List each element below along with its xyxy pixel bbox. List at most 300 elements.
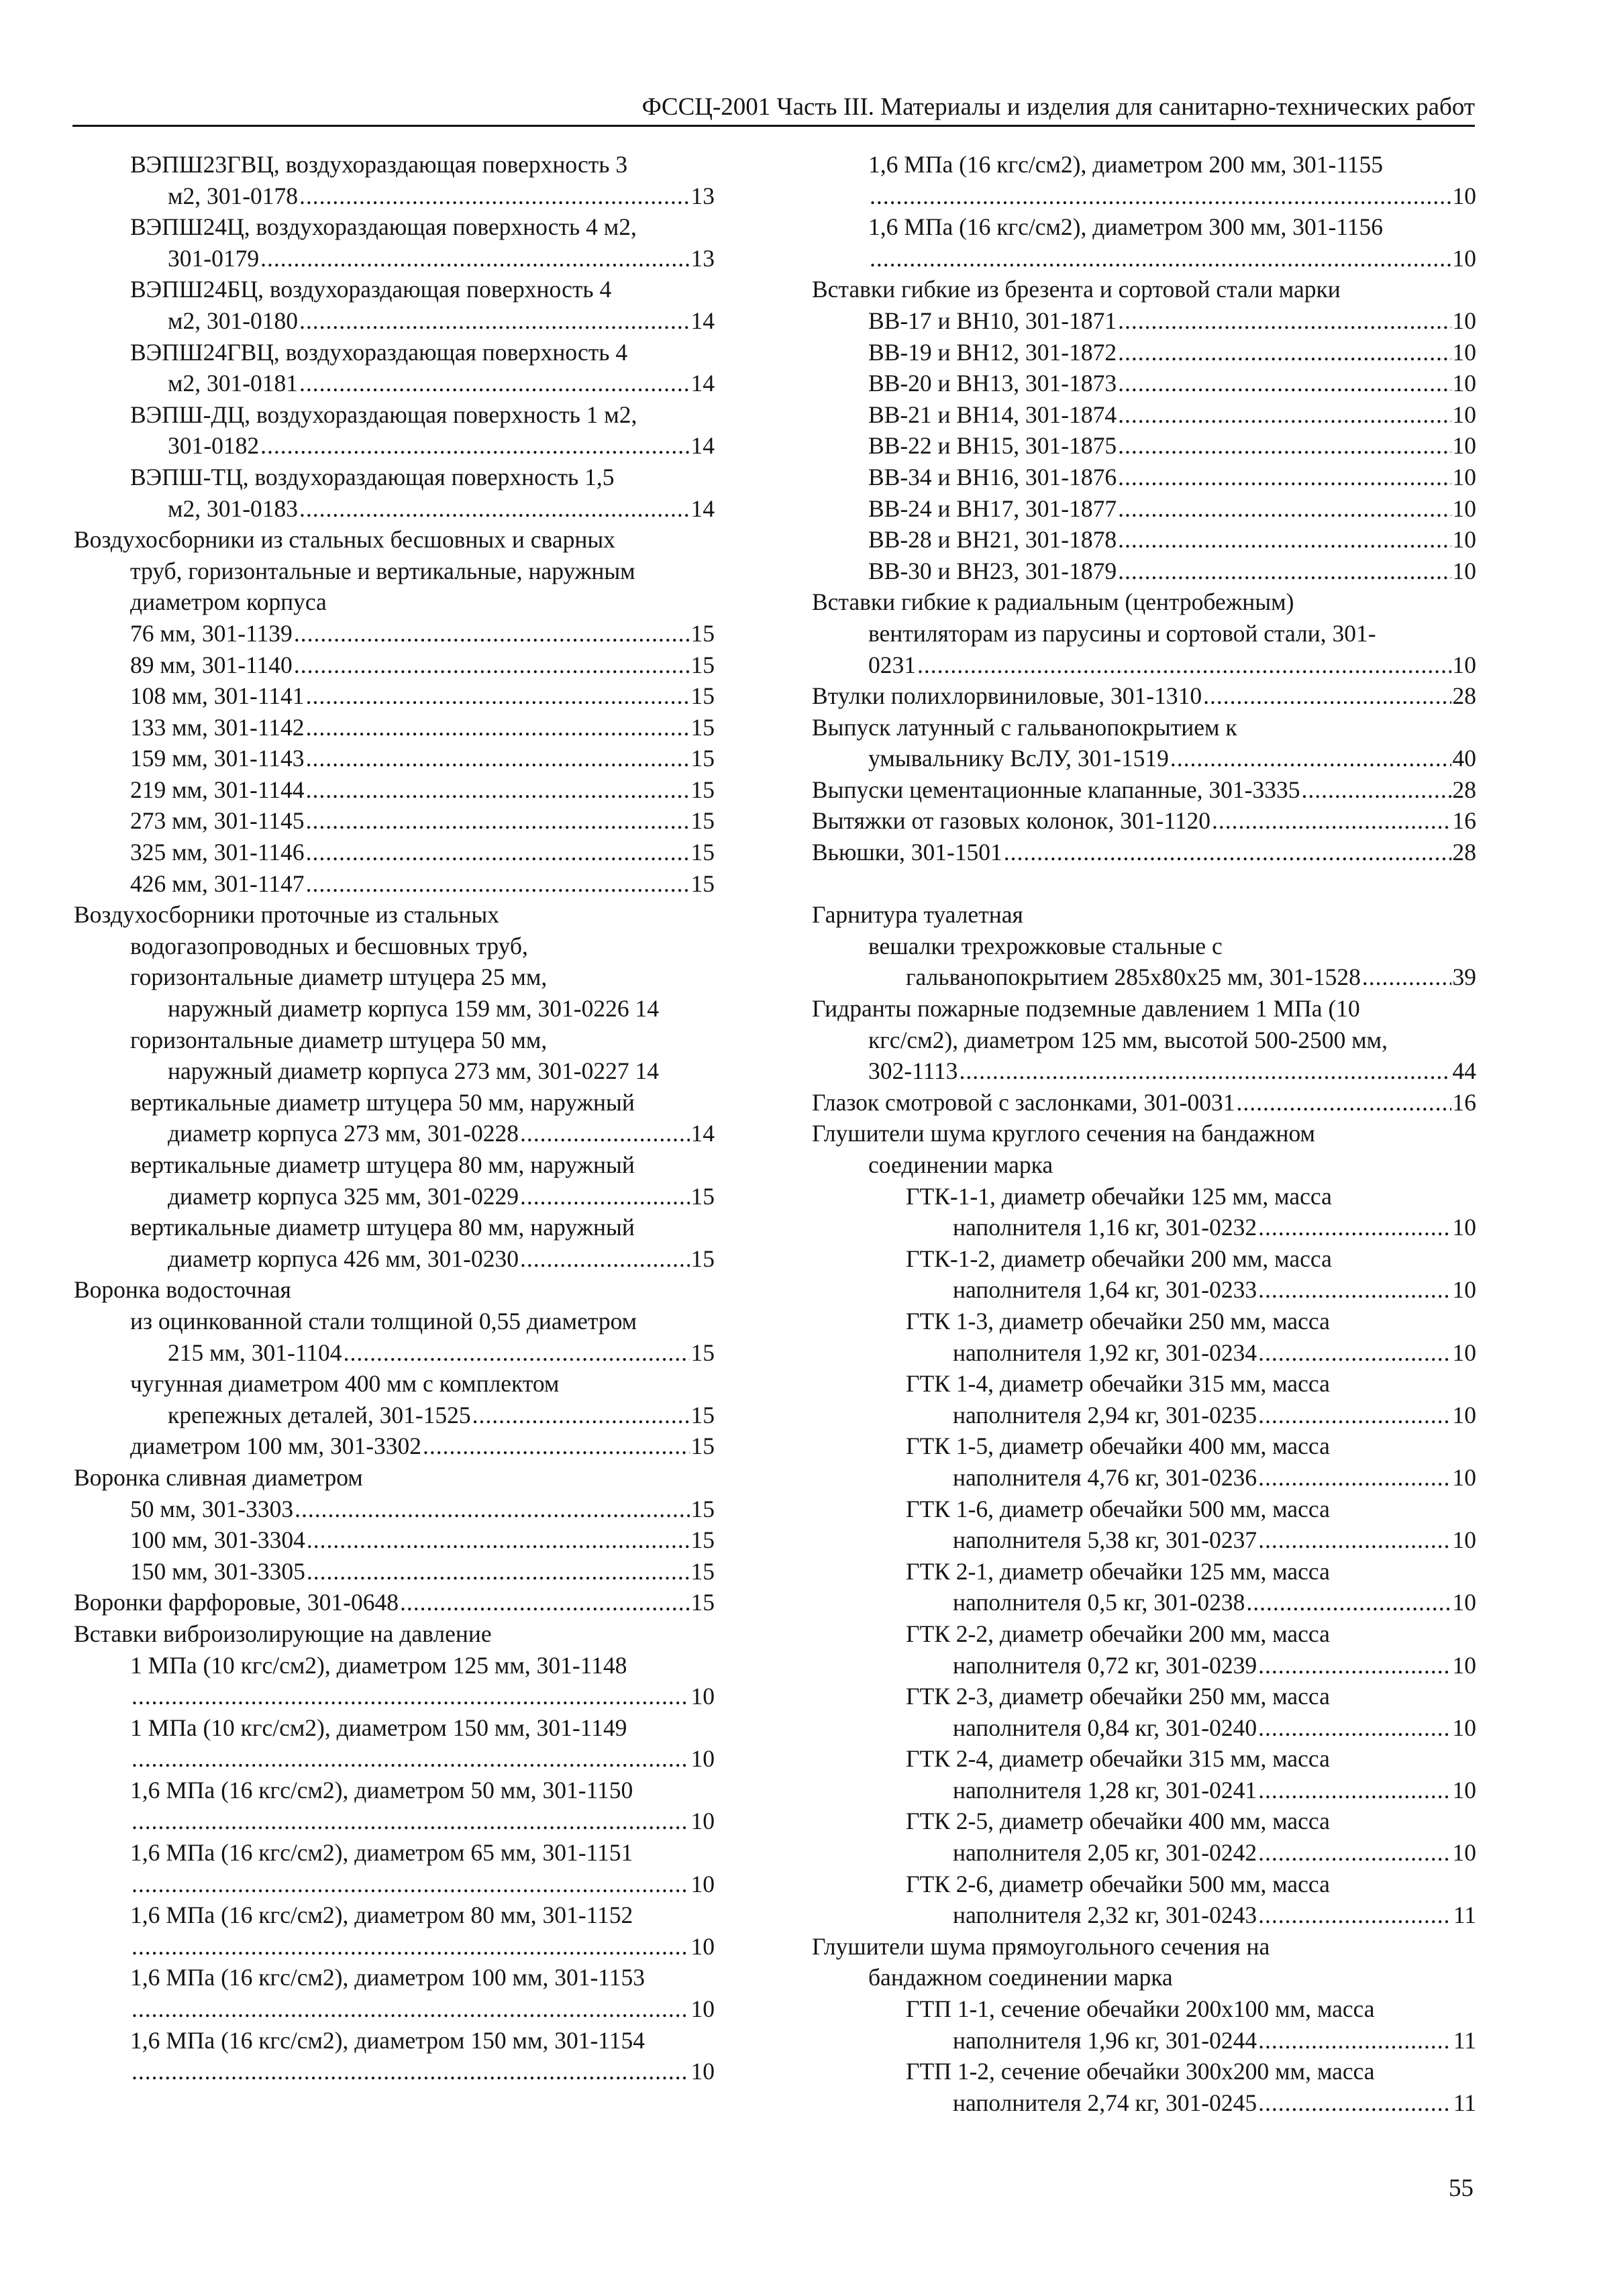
entry-page-number: 11 bbox=[1453, 2026, 1476, 2054]
index-entry bbox=[812, 1306, 1476, 1337]
entry-text: 1 МПа (10 кгс/см2), диаметром 125 мм, 301-1148 bbox=[130, 1651, 627, 1679]
dot-leader bbox=[1118, 556, 1451, 587]
entry-page-number: 10 bbox=[1452, 463, 1476, 490]
entry-page-number: 15 bbox=[690, 745, 715, 772]
dot-leader bbox=[132, 1993, 690, 2025]
index-entry bbox=[74, 649, 715, 681]
dot-leader bbox=[260, 430, 689, 462]
entry-page-number: 14 bbox=[690, 1120, 715, 1147]
dot-leader bbox=[1258, 1899, 1452, 1931]
dot-leader bbox=[1258, 1775, 1451, 1806]
dot-leader bbox=[306, 868, 690, 900]
entry-page-number: 10 bbox=[690, 1808, 715, 1835]
entry-text: 133 мм, 301-1142 bbox=[130, 713, 305, 741]
index-entry bbox=[812, 1775, 1476, 1806]
entry-text: диаметр корпуса 426 мм, 301-0230 bbox=[168, 1245, 519, 1272]
entry-page-number: 11 bbox=[1453, 2089, 1476, 2116]
index-entry bbox=[74, 556, 715, 587]
index-entry bbox=[74, 243, 715, 274]
dot-leader bbox=[870, 243, 1451, 274]
entry-page-number: 10 bbox=[1452, 401, 1476, 428]
entry-text: Втулки полихлорвиниловые, 301-1310 bbox=[812, 682, 1202, 710]
entry-page-number: 15 bbox=[690, 807, 715, 835]
section-gap bbox=[812, 868, 1476, 900]
index-entry bbox=[74, 586, 715, 618]
index-entry bbox=[74, 1337, 715, 1369]
index-entry bbox=[812, 2025, 1476, 2056]
index-entry bbox=[74, 1087, 715, 1118]
entry-text: диаметром 100 мм, 301-3302 bbox=[130, 1432, 422, 1460]
dot-leader bbox=[870, 180, 1451, 212]
entry-page-number: 10 bbox=[1452, 1714, 1476, 1741]
index-entry bbox=[812, 1743, 1476, 1775]
index-entry bbox=[812, 1931, 1476, 1963]
entry-text: наружный диаметр корпуса 273 мм, 301-0227 14 bbox=[168, 1057, 659, 1085]
entry-text: диаметром корпуса bbox=[130, 588, 327, 616]
index-entry bbox=[812, 1993, 1476, 2025]
entry-text: ВВ-34 и ВН16, 301-1876 bbox=[868, 463, 1117, 490]
entry-text: Воздухосборники проточные из стальных bbox=[74, 901, 499, 929]
entry-page-number: 15 bbox=[690, 1557, 715, 1585]
index-entry bbox=[812, 993, 1476, 1025]
dot-leader bbox=[1258, 1712, 1451, 1744]
entry-page-number: 10 bbox=[1452, 557, 1476, 584]
entry-page-number: 10 bbox=[690, 1995, 715, 2023]
entry-page-number: 39 bbox=[1452, 963, 1476, 991]
dot-leader bbox=[520, 1118, 689, 1149]
entry-page-number: 15 bbox=[690, 1495, 715, 1522]
entry-text: Воронка водосточная bbox=[74, 1276, 291, 1304]
dot-leader bbox=[1362, 961, 1451, 993]
index-entry bbox=[812, 680, 1476, 712]
dot-leader bbox=[1258, 1524, 1451, 1556]
index-entry bbox=[812, 1400, 1476, 1431]
entry-text: горизонтальные диаметр штуцера 50 мм, bbox=[130, 1026, 548, 1053]
index-entry bbox=[812, 837, 1476, 868]
entry-page-number: 10 bbox=[1452, 1651, 1476, 1679]
entry-text: ВЭПШ23ГВЦ, воздухораздающая поверхность 3 bbox=[130, 151, 628, 178]
entry-text: гальванопокрытием 285x80x25 мм, 301-1528 bbox=[906, 963, 1361, 991]
index-entry bbox=[812, 1837, 1476, 1869]
index-entry bbox=[74, 1055, 715, 1087]
dot-leader bbox=[306, 712, 690, 743]
index-entry bbox=[74, 1025, 715, 1056]
dot-leader bbox=[306, 774, 690, 806]
entry-text: ВВ-30 и ВН23, 301-1879 bbox=[868, 557, 1117, 584]
index-entry bbox=[812, 399, 1476, 431]
index-entry bbox=[74, 899, 715, 931]
entry-text: ВВ-19 и ВН12, 301-1872 bbox=[868, 338, 1117, 366]
index-entry bbox=[812, 961, 1476, 993]
entry-page-number: 15 bbox=[690, 839, 715, 866]
index-entry bbox=[74, 931, 715, 962]
entry-page-number: 13 bbox=[690, 244, 715, 272]
index-entry bbox=[74, 1181, 715, 1212]
dot-leader bbox=[472, 1400, 690, 1431]
index-entry bbox=[74, 1962, 715, 1993]
index-entry bbox=[812, 337, 1476, 368]
index-entry bbox=[812, 2056, 1476, 2087]
entry-text: Гидранты пожарные подземные давлением 1 МПа (10 bbox=[812, 995, 1360, 1023]
index-entry bbox=[74, 1587, 715, 1618]
dot-leader bbox=[1118, 430, 1451, 462]
entry-text: ГТК 2-1, диаметр обечайки 125 мм, масса bbox=[906, 1557, 1330, 1585]
entry-page-number: 15 bbox=[690, 713, 715, 741]
index-entry bbox=[74, 1430, 715, 1462]
entry-text: 1,6 МПа (16 кгс/см2), диаметром 150 мм, 301-1154 bbox=[130, 2026, 645, 2054]
entry-page-number: 15 bbox=[690, 1526, 715, 1554]
dot-leader bbox=[1203, 680, 1451, 712]
entry-text: наполнителя 0,5 кг, 301-0238 bbox=[953, 1589, 1245, 1616]
right-column bbox=[812, 149, 1476, 2118]
entry-text: ВЭПШ-ДЦ, воздухораздающая поверхность 1 м2, bbox=[130, 401, 637, 428]
entry-text: вертикальные диаметр штуцера 80 мм, наружный bbox=[130, 1151, 635, 1178]
index-entry bbox=[812, 618, 1476, 649]
dot-leader bbox=[520, 1243, 689, 1275]
index-entry bbox=[812, 712, 1476, 743]
index-entry bbox=[812, 1494, 1476, 1525]
dot-leader bbox=[1246, 1587, 1451, 1618]
entry-text: ВЭПШ-ТЦ, воздухораздающая поверхность 1,5 bbox=[130, 463, 615, 490]
entry-page-number: 40 bbox=[1452, 745, 1476, 772]
index-entry bbox=[812, 649, 1476, 681]
entry-text: Гарнитура туалетная bbox=[812, 901, 1023, 929]
entry-text: ВЭПШ24ГВЦ, воздухораздающая поверхность 4 bbox=[130, 338, 628, 366]
index-entry bbox=[812, 743, 1476, 774]
index-entry bbox=[812, 1430, 1476, 1462]
entry-text: ГТК 2-6, диаметр обечайки 500 мм, масса bbox=[906, 1870, 1330, 1897]
entry-page-number: 15 bbox=[690, 776, 715, 803]
running-header bbox=[72, 93, 1475, 127]
entry-text: ВВ-22 и ВН15, 301-1875 bbox=[868, 432, 1117, 460]
index-entry bbox=[74, 149, 715, 180]
index-entry bbox=[74, 1274, 715, 1306]
entry-text: 1,6 МПа (16 кгс/см2), диаметром 80 мм, 301-1152 bbox=[130, 1901, 633, 1929]
entry-text: 1,6 МПа (16 кгс/см2), диаметром 50 мм, 301-1150 bbox=[130, 1776, 633, 1804]
entry-page-number: 16 bbox=[1452, 807, 1476, 835]
index-entry bbox=[74, 1775, 715, 1806]
entry-text: чугунная диаметром 400 мм с комплектом bbox=[130, 1370, 560, 1398]
index-entry bbox=[812, 1274, 1476, 1306]
index-entry bbox=[74, 180, 715, 212]
index-entry bbox=[812, 305, 1476, 337]
entry-text: 273 мм, 301-1145 bbox=[130, 807, 305, 835]
index-entry bbox=[74, 2025, 715, 2056]
dot-leader bbox=[400, 1587, 690, 1618]
entry-text: Воронки фарфоровые, 301-0648 bbox=[74, 1589, 399, 1616]
index-entry bbox=[812, 1962, 1476, 1993]
index-entry bbox=[812, 149, 1476, 180]
entry-page-number: 10 bbox=[690, 1932, 715, 1960]
index-entry bbox=[74, 211, 715, 243]
index-entry bbox=[74, 305, 715, 337]
index-entry bbox=[74, 680, 715, 712]
index-entry bbox=[74, 1368, 715, 1400]
dot-leader bbox=[1258, 1337, 1451, 1369]
index-entry bbox=[74, 774, 715, 806]
dot-leader bbox=[299, 305, 689, 337]
entry-page-number: 10 bbox=[1452, 1463, 1476, 1491]
dot-leader bbox=[306, 837, 690, 868]
entry-text: диаметр корпуса 325 мм, 301-0229 bbox=[168, 1182, 519, 1210]
entry-page-number: 10 bbox=[690, 1870, 715, 1897]
entry-page-number: 14 bbox=[690, 494, 715, 522]
entry-page-number: 10 bbox=[1452, 494, 1476, 522]
index-entry bbox=[812, 1025, 1476, 1056]
entry-page-number: 10 bbox=[1452, 1526, 1476, 1554]
dot-leader bbox=[1004, 837, 1451, 868]
index-entry bbox=[812, 430, 1476, 462]
index-entry bbox=[74, 2056, 715, 2087]
index-entry bbox=[812, 180, 1476, 212]
entry-text: бандажном соединении марка bbox=[868, 1964, 1173, 1991]
entry-page-number: 10 bbox=[1452, 307, 1476, 334]
entry-text: соединении марка bbox=[868, 1151, 1053, 1178]
entry-page-number: 15 bbox=[690, 651, 715, 678]
index-entry bbox=[74, 961, 715, 993]
entry-page-number: 44 bbox=[1452, 1057, 1476, 1085]
index-entry bbox=[74, 1869, 715, 1900]
index-entry bbox=[812, 556, 1476, 587]
entry-page-number: 10 bbox=[1452, 1589, 1476, 1616]
entry-page-number: 10 bbox=[1452, 244, 1476, 272]
entry-text: вешалки трехрожковые стальные с bbox=[868, 932, 1223, 959]
dot-leader bbox=[306, 805, 690, 837]
index-entry bbox=[74, 743, 715, 774]
entry-text: 0231 bbox=[868, 651, 916, 678]
entry-page-number: 10 bbox=[1452, 432, 1476, 460]
index-entry bbox=[812, 586, 1476, 618]
entry-page-number: 10 bbox=[1452, 370, 1476, 397]
index-entry bbox=[812, 899, 1476, 931]
dot-leader bbox=[294, 649, 690, 681]
entry-text: диаметр корпуса 273 мм, 301-0228 bbox=[168, 1120, 519, 1147]
index-entry bbox=[812, 1556, 1476, 1587]
entry-page-number: 16 bbox=[1452, 1088, 1476, 1116]
dot-leader bbox=[344, 1337, 690, 1369]
index-entry bbox=[812, 931, 1476, 962]
index-entry bbox=[74, 1306, 715, 1337]
page-number: 55 bbox=[1449, 2175, 1474, 2202]
index-entry bbox=[74, 1212, 715, 1243]
dot-leader bbox=[132, 1869, 690, 1900]
entry-page-number: 10 bbox=[690, 2058, 715, 2085]
entry-text: наполнителя 1,28 кг, 301-0241 bbox=[953, 1776, 1257, 1804]
entry-page-number: 10 bbox=[1452, 651, 1476, 678]
entry-text: наполнителя 2,32 кг, 301-0243 bbox=[953, 1901, 1257, 1929]
index-entry bbox=[74, 274, 715, 305]
entry-text: 1,6 МПа (16 кгс/см2), диаметром 100 мм, 301-1153 bbox=[130, 1964, 645, 1991]
entry-text: 301-0182 bbox=[168, 432, 260, 460]
dot-leader bbox=[1258, 2087, 1452, 2119]
dot-leader bbox=[1258, 2025, 1452, 2056]
index-entry bbox=[812, 1368, 1476, 1400]
entry-page-number: 10 bbox=[1452, 1214, 1476, 1241]
entry-text: 219 мм, 301-1144 bbox=[130, 776, 305, 803]
entry-text: ВВ-20 и ВН13, 301-1873 bbox=[868, 370, 1117, 397]
entry-text: кгс/см2), диаметром 125 мм, высотой 500-2500 мм, bbox=[868, 1026, 1388, 1053]
entry-text: ВЭПШ24Ц, воздухораздающая поверхность 4 м2, bbox=[130, 213, 637, 241]
index-entry bbox=[74, 712, 715, 743]
entry-text: 426 мм, 301-1147 bbox=[130, 870, 305, 897]
entry-page-number: 28 bbox=[1452, 776, 1476, 803]
entry-text: м2, 301-0178 bbox=[168, 182, 299, 209]
entry-text: ГТК 2-5, диаметр обечайки 400 мм, масса bbox=[906, 1808, 1330, 1835]
entry-page-number: 10 bbox=[690, 1683, 715, 1710]
entry-page-number: 10 bbox=[1452, 182, 1476, 209]
index-entry bbox=[812, 1899, 1476, 1931]
entry-page-number: 15 bbox=[690, 619, 715, 647]
index-entry bbox=[74, 1650, 715, 1681]
entry-text: Глушители шума прямоугольного сечения на bbox=[812, 1932, 1270, 1960]
index-entry bbox=[74, 462, 715, 493]
entry-page-number: 15 bbox=[690, 1401, 715, 1428]
index-entry bbox=[74, 337, 715, 368]
index-entry bbox=[74, 399, 715, 431]
entry-text: наполнителя 1,64 кг, 301-0233 bbox=[953, 1276, 1257, 1304]
index-entry bbox=[74, 1931, 715, 1963]
entry-text: ВВ-24 и ВН17, 301-1877 bbox=[868, 494, 1117, 522]
entry-text: 89 мм, 301-1140 bbox=[130, 651, 293, 678]
entry-text: ВЭПШ24БЦ, воздухораздающая поверхность 4 bbox=[130, 276, 612, 303]
entry-text: наполнителя 0,72 кг, 301-0239 bbox=[953, 1651, 1257, 1679]
dot-leader bbox=[132, 2056, 690, 2087]
entry-text: вентиляторам из парусины и сортовой стали, 301- bbox=[868, 619, 1376, 647]
index-entry bbox=[74, 524, 715, 556]
entry-text: ГТК 1-5, диаметр обечайки 400 мм, масса bbox=[906, 1432, 1330, 1460]
entry-page-number: 10 bbox=[1452, 1339, 1476, 1366]
index-entry bbox=[74, 493, 715, 525]
entry-text: ГТК 2-3, диаметр обечайки 250 мм, масса bbox=[906, 1683, 1330, 1710]
entry-text: 150 мм, 301-3305 bbox=[130, 1557, 305, 1585]
index-entry bbox=[812, 368, 1476, 399]
entry-page-number: 15 bbox=[690, 682, 715, 710]
index-entry bbox=[812, 1149, 1476, 1181]
index-entry bbox=[812, 774, 1476, 806]
index-entry bbox=[812, 1681, 1476, 1712]
dot-leader bbox=[299, 180, 689, 212]
entry-text: Вытяжки от газовых колонок, 301-1120 bbox=[812, 807, 1211, 835]
dot-leader bbox=[1237, 1087, 1451, 1118]
entry-text: 1,6 МПа (16 кгс/см2), диаметром 65 мм, 301-1151 bbox=[130, 1839, 633, 1867]
entry-text: ГТП 1-1, сечение обечайки 200x100 мм, масса bbox=[906, 1995, 1375, 2023]
entry-page-number: 15 bbox=[690, 870, 715, 897]
index-entry bbox=[812, 524, 1476, 556]
index-entry bbox=[74, 618, 715, 649]
index-entry bbox=[812, 1118, 1476, 1149]
index-entry bbox=[74, 1899, 715, 1931]
index-entry bbox=[812, 1243, 1476, 1275]
entry-text: ГТК-1-1, диаметр обечайки 125 мм, масса bbox=[906, 1182, 1332, 1210]
entry-text: Вставки гибкие из брезента и сортовой стали марки bbox=[812, 276, 1341, 303]
dot-leader bbox=[1118, 462, 1451, 493]
dot-leader bbox=[132, 1743, 690, 1775]
index-entry bbox=[812, 1587, 1476, 1618]
dot-leader bbox=[520, 1181, 689, 1212]
entry-text: 302-1113 bbox=[868, 1057, 958, 1085]
index-entry bbox=[74, 1524, 715, 1556]
index-entry bbox=[74, 1556, 715, 1587]
index-entry bbox=[74, 1118, 715, 1149]
entry-text: ГТП 1-2, сечение обечайки 300x200 мм, масса bbox=[906, 2058, 1375, 2085]
dot-leader bbox=[1118, 524, 1451, 556]
entry-page-number: 28 bbox=[1452, 839, 1476, 866]
dot-leader bbox=[1118, 305, 1451, 337]
entry-text: ВВ-28 и ВН21, 301-1878 bbox=[868, 526, 1117, 554]
entry-page-number: 10 bbox=[1452, 526, 1476, 554]
index-entry bbox=[812, 211, 1476, 243]
index-entry bbox=[812, 274, 1476, 305]
entry-page-number: 15 bbox=[690, 1339, 715, 1366]
entry-text: 100 мм, 301-3304 bbox=[130, 1526, 305, 1554]
entry-text: Воздухосборники из стальных бесшовных и сварных bbox=[74, 526, 615, 554]
entry-text: наполнителя 2,74 кг, 301-0245 bbox=[953, 2089, 1257, 2116]
entry-page-number: 10 bbox=[1452, 1839, 1476, 1867]
dot-leader bbox=[307, 1556, 690, 1587]
entry-text: 108 мм, 301-1141 bbox=[130, 682, 305, 710]
index-entry bbox=[74, 1400, 715, 1431]
dot-leader bbox=[306, 680, 690, 712]
entry-page-number: 28 bbox=[1452, 682, 1476, 710]
dot-leader bbox=[132, 1931, 690, 1963]
entry-text: Вьюшки, 301-1501 bbox=[812, 839, 1002, 866]
dot-leader bbox=[1258, 1400, 1451, 1431]
entry-page-number: 10 bbox=[1452, 1401, 1476, 1428]
entry-text: горизонтальные диаметр штуцера 25 мм, bbox=[130, 963, 548, 991]
entry-text: ГТК 1-4, диаметр обечайки 315 мм, масса bbox=[906, 1370, 1330, 1398]
index-entry bbox=[812, 1055, 1476, 1087]
entry-page-number: 10 bbox=[1452, 1776, 1476, 1804]
entry-page-number: 14 bbox=[690, 370, 715, 397]
dot-leader bbox=[132, 1681, 690, 1712]
index-entry bbox=[74, 1743, 715, 1775]
entry-text: наполнителя 2,94 кг, 301-0235 bbox=[953, 1401, 1257, 1428]
entry-text: 76 мм, 301-1139 bbox=[130, 619, 293, 647]
dot-leader bbox=[1118, 337, 1451, 368]
entry-text: 50 мм, 301-3303 bbox=[130, 1495, 294, 1522]
left-column bbox=[74, 149, 715, 2087]
dot-leader bbox=[260, 243, 689, 274]
entry-text: 1,6 МПа (16 кгс/см2), диаметром 300 мм, 301-1156 bbox=[868, 213, 1383, 241]
entry-text: наполнителя 1,96 кг, 301-0244 bbox=[953, 2026, 1257, 2054]
index-entry bbox=[74, 1806, 715, 1837]
entry-page-number: 10 bbox=[1452, 1276, 1476, 1304]
entry-text: из оцинкованной стали толщиной 0,55 диаметром bbox=[130, 1307, 637, 1335]
entry-text: Вставки виброизолирующие на давление bbox=[74, 1620, 492, 1647]
index-entry bbox=[74, 1243, 715, 1275]
index-entry bbox=[74, 805, 715, 837]
dot-leader bbox=[1118, 399, 1451, 431]
index-entry bbox=[74, 837, 715, 868]
entry-text: 215 мм, 301-1104 bbox=[168, 1339, 342, 1366]
index-entry bbox=[812, 1212, 1476, 1243]
index-entry bbox=[74, 1681, 715, 1712]
entry-text: наполнителя 5,38 кг, 301-0237 bbox=[953, 1526, 1257, 1554]
entry-text: ГТК 1-6, диаметр обечайки 500 мм, масса bbox=[906, 1495, 1330, 1522]
dot-leader bbox=[1258, 1650, 1451, 1681]
entry-text: наполнителя 1,16 кг, 301-0232 bbox=[953, 1214, 1257, 1241]
index-entry bbox=[812, 1806, 1476, 1837]
dot-leader bbox=[1170, 743, 1451, 774]
entry-text: 1,6 МПа (16 кгс/см2), диаметром 200 мм, 301-1155 bbox=[868, 151, 1383, 178]
dot-leader bbox=[295, 1494, 689, 1525]
dot-leader bbox=[1258, 1212, 1451, 1243]
entry-text: Глушители шума круглого сечения на бандажном bbox=[812, 1120, 1315, 1147]
entry-text: 1 МПа (10 кгс/см2), диаметром 150 мм, 301-1149 bbox=[130, 1714, 627, 1741]
entry-page-number: 13 bbox=[690, 182, 715, 209]
dot-leader bbox=[1258, 1274, 1451, 1306]
dot-leader bbox=[1212, 805, 1451, 837]
